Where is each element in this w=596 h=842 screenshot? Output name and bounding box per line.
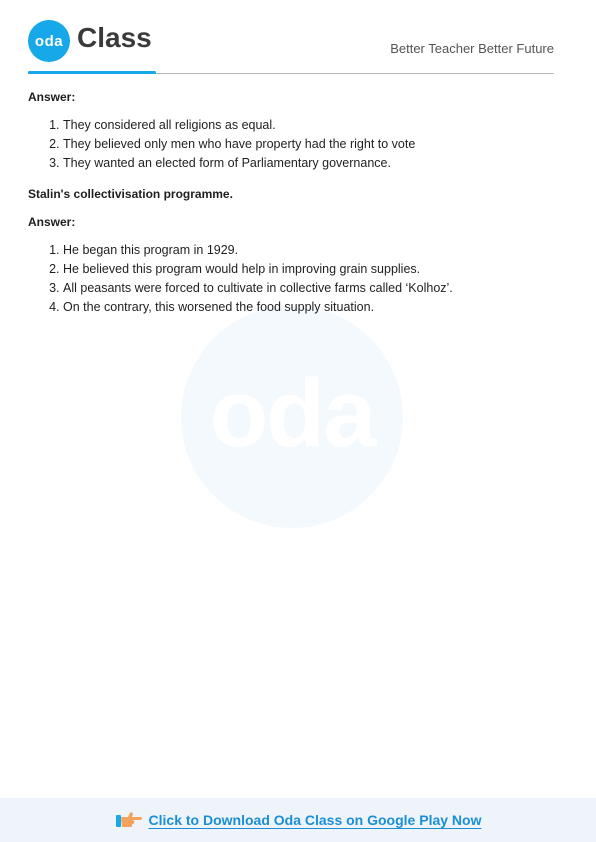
pointing-hand-icon <box>115 809 143 831</box>
list-item: 1. He began this program in 1929. <box>63 241 554 260</box>
answer-label: Answer: <box>28 90 76 104</box>
document-body <box>28 90 554 317</box>
list-item: 3. They wanted an elected form of Parliamentary governance. <box>63 154 554 173</box>
download-banner <box>0 798 596 842</box>
logo-text: Class <box>77 22 152 53</box>
list-item: 3. All peasants were forced to cultivate in collective farms called ‘Kolhoz’. <box>63 279 554 298</box>
list-item: 2. They believed only men who have property had the right to vote <box>63 135 554 154</box>
watermark-logo <box>181 306 403 528</box>
answer-list <box>28 241 554 317</box>
tagline: Better Teacher Better Future <box>390 41 554 56</box>
answer-list <box>28 116 554 173</box>
question-heading: Stalin's collectivisation programme. <box>28 187 233 201</box>
header-accent-bar <box>28 71 156 74</box>
list-item: 2. He believed this program would help in improving grain supplies. <box>63 260 554 279</box>
answer-label: Answer: <box>28 215 76 229</box>
watermark-text: oda <box>209 360 375 467</box>
list-item: 1. They considered all religions as equal. <box>63 116 554 135</box>
download-link[interactable]: Click to Download Oda Class on Google Play Now <box>148 812 482 828</box>
oda-logo-mark: oda <box>28 20 70 62</box>
list-item: 4. On the contrary, this worsened the food supply situation. <box>63 298 554 317</box>
page-header <box>28 18 554 76</box>
